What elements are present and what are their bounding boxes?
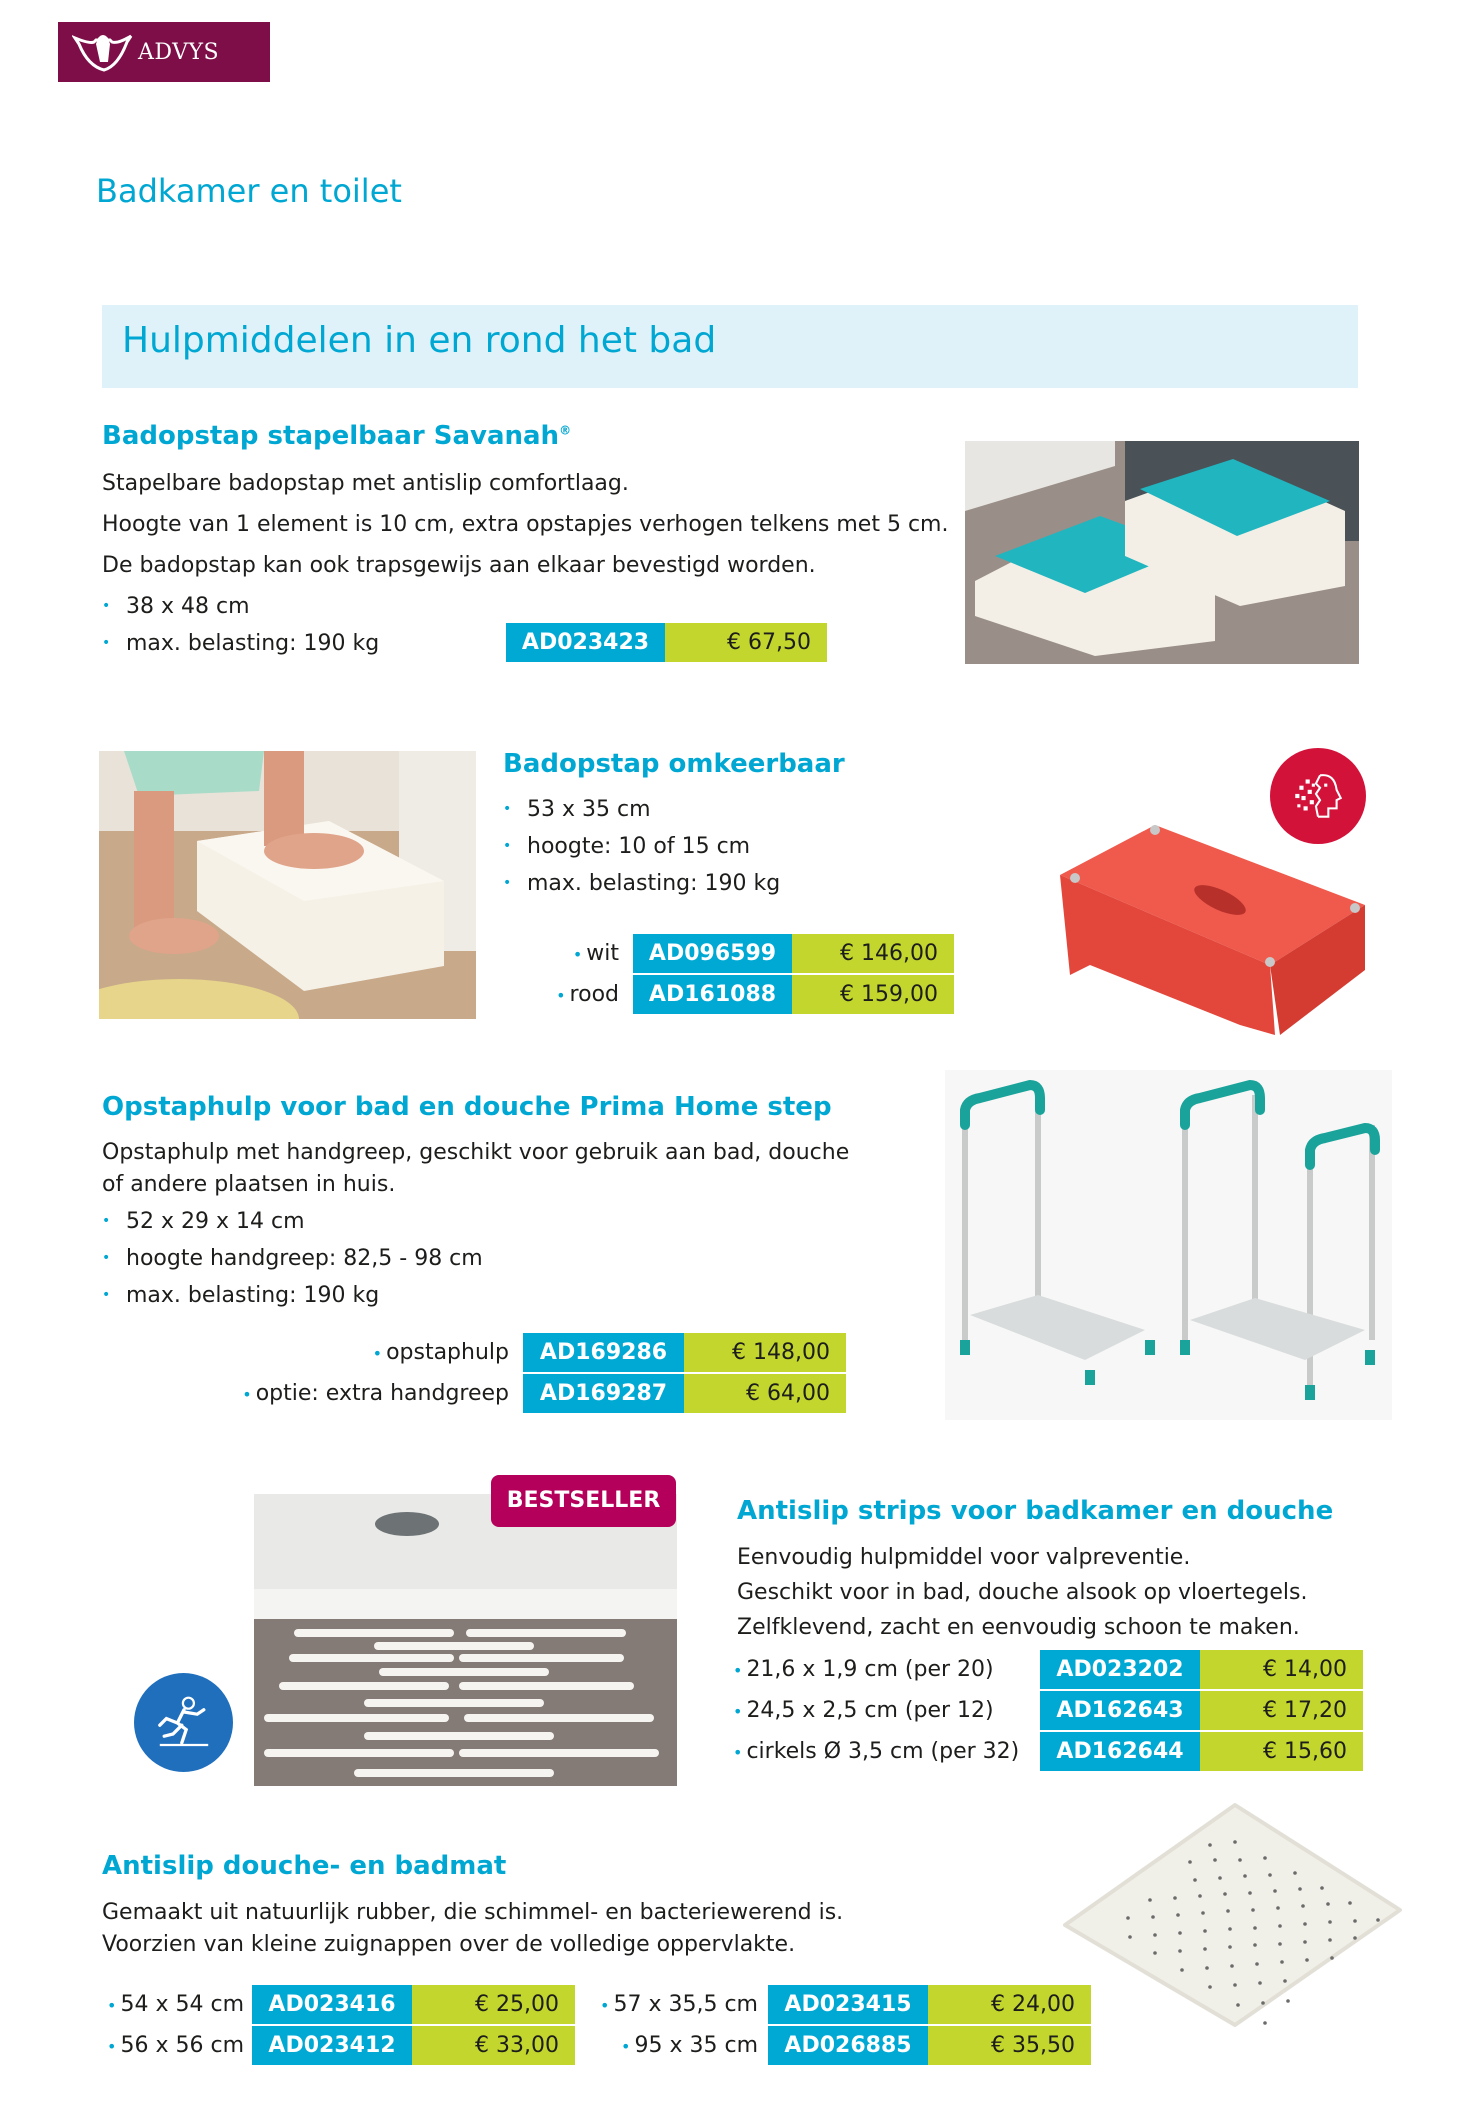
variant-label: • optie: extra handgreep [242,1381,509,1406]
description-line: Gemaakt uit natuurlijk rubber, die schimmel- en bacteriewerend is. [102,1900,844,1925]
variant-label: • 21,6 x 1,9 cm (per 20) [733,1657,994,1682]
price: € 15,60 [1200,1732,1363,1771]
spec-item: • hoogte handgreep: 82,5 - 98 cm [102,1240,483,1277]
price-table [200,1333,846,1413]
variant-label: • cirkels Ø 3,5 cm (per 32) [733,1739,1020,1764]
article-code: AD162644 [1040,1732,1200,1771]
price: € 67,50 [665,623,827,662]
spec-list [102,588,379,662]
price: € 64,00 [684,1374,846,1413]
spec-item: • max. belasting: 190 kg [102,1277,483,1314]
advys-figure-icon [72,30,134,74]
reversible-bath-step-photo [99,751,476,1019]
article-code: AD023202 [1040,1650,1200,1689]
description-line: Hoogte van 1 element is 10 cm, extra opstapjes verhogen telkens met 5 cm. [102,512,949,537]
product-title: Opstaphulp voor bad en douche Prima Home step [102,1092,832,1122]
price-table-left [96,1985,575,2065]
price-row [200,1333,846,1372]
dementia-friendly-icon [1270,748,1366,844]
price-row [96,1985,575,2024]
antislip-strips-photo [254,1494,677,1786]
price-row [506,623,827,662]
price-row [540,975,954,1014]
price: € 24,00 [928,1985,1091,2024]
price-row [729,1650,1363,1689]
product-description [102,1897,843,1961]
price: € 33,00 [412,2026,575,2065]
price-row [200,1374,846,1413]
description-line: Geschikt voor in bad, douche alsook op vloertegels. [737,1580,1308,1605]
article-code: AD023412 [252,2026,412,2065]
step-with-handle-photo [945,1070,1392,1420]
price: € 148,00 [684,1333,846,1372]
product-title [102,421,571,451]
variant-label: • 56 x 56 cm [107,2033,244,2058]
price-row [590,2026,1091,2065]
price-row [729,1732,1363,1771]
stackable-bath-step-photo [965,441,1359,664]
article-code: AD096599 [633,934,792,973]
variant-label: • 24,5 x 2,5 cm (per 12) [733,1698,994,1723]
registered-mark: ® [559,423,572,438]
article-code: AD023416 [252,1985,412,2024]
price: € 17,20 [1200,1691,1363,1730]
article-code: AD169287 [523,1374,684,1413]
spec-item: • 52 x 29 x 14 cm [102,1203,483,1240]
article-code: AD161088 [633,975,792,1014]
description-line: Zelfklevend, zacht en eenvoudig schoon te maken. [737,1615,1300,1640]
article-code: AD026885 [768,2026,928,2065]
spec-list [503,791,780,902]
variant-label: • 95 x 35 cm [621,2033,758,2058]
price-row [540,934,954,973]
product-title-text: Badopstap stapelbaar Savanah [102,421,560,451]
spec-item: • max. belasting: 190 kg [102,625,379,662]
product-description [102,1137,849,1201]
product-description [737,1540,1307,1645]
spec-item: • 38 x 48 cm [102,588,379,625]
price-row [590,1985,1091,2024]
description-line: De badopstap kan ook trapsgewijs aan elkaar bevestigd worden. [102,553,816,578]
variant-label: • 54 x 54 cm [107,1992,244,2017]
bestseller-badge: BESTSELLER [491,1475,676,1527]
spec-list [102,1203,483,1314]
price-row [729,1691,1363,1730]
price: € 146,00 [792,934,954,973]
section-title: Hulpmiddelen in en rond het bad [122,320,717,361]
price-row [96,2026,575,2065]
description-line: Stapelbare badopstap met antislip comfortlaag. [102,471,629,496]
advys-logo [58,22,270,82]
product-title: Antislip strips voor badkamer en douche [737,1496,1334,1526]
description-line: of andere plaatsen in huis. [102,1172,396,1197]
price: € 25,00 [412,1985,575,2024]
description-line: Eenvoudig hulpmiddel voor valpreventie. [737,1545,1191,1570]
price: € 35,50 [928,2026,1091,2065]
variant-label: • wit [572,941,619,966]
spec-item: • 53 x 35 cm [503,791,780,828]
product-description [102,463,948,586]
article-code: AD023423 [506,623,665,662]
article-code: AD023415 [768,1985,928,2024]
description-line: Opstaphulp met handgreep, geschikt voor gebruik aan bad, douche [102,1140,850,1165]
price-table-right [590,1985,1091,2065]
fall-prevention-icon [134,1673,233,1772]
variant-label: • opstaphulp [372,1340,509,1365]
bath-mat-photo [1060,1800,1410,2030]
price-table [729,1650,1363,1771]
description-line: Voorzien van kleine zuignappen over de volledige oppervlakte. [102,1932,796,1957]
brand-name: ADVYS [138,39,220,65]
price: € 14,00 [1200,1650,1363,1689]
category-title: Badkamer en toilet [96,172,402,210]
spec-item: • hoogte: 10 of 15 cm [503,828,780,865]
article-code: AD162643 [1040,1691,1200,1730]
price: € 159,00 [792,975,954,1014]
article-code: AD169286 [523,1333,684,1372]
price-table [540,934,954,1014]
spec-item: • max. belasting: 190 kg [503,865,780,902]
variant-label: • rood [556,982,619,1007]
variant-label: • 57 x 35,5 cm [600,1992,758,2017]
product-title: Antislip douche- en badmat [102,1851,507,1881]
product-title: Badopstap omkeerbaar [503,749,845,779]
